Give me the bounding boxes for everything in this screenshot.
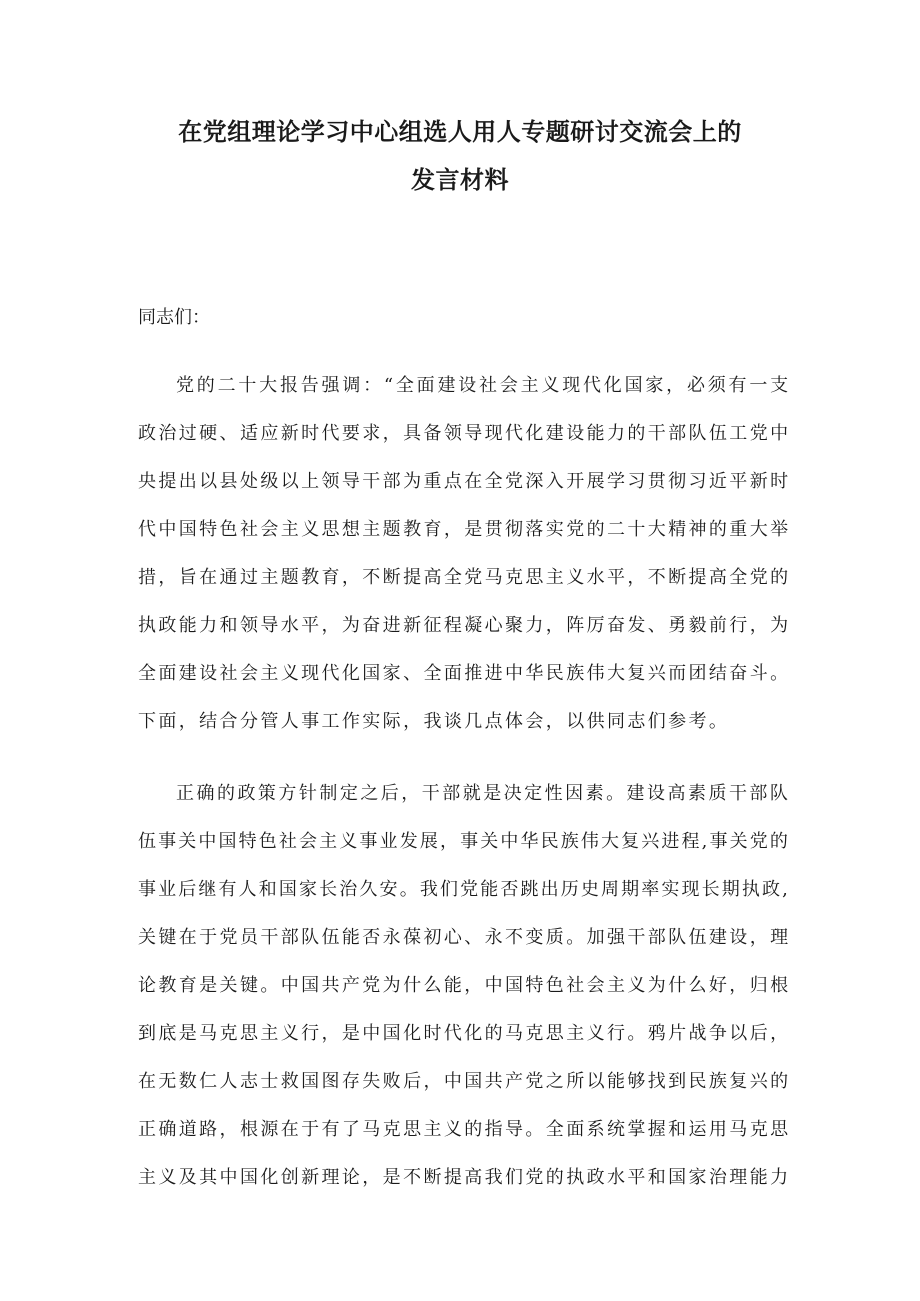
paragraph-line: 关键在于党员干部队伍能否永葆初心、永不变质。加强干部队伍建设，理 xyxy=(138,927,791,948)
paragraph-line: 执政能力和领导水平，为奋进新征程凝心聚力，阵厉奋发、勇毅前行，为 xyxy=(138,615,791,636)
paragraph-line: 到底是马克思主义行，是中国化时代化的马克思主义行。鸦片战争以后， xyxy=(138,1023,791,1044)
paragraph-line: 主义及其中国化创新理论，是不断提高我们党的执政水平和国家治理能力 xyxy=(138,1167,791,1188)
paragraph-line: 伍事关中国特色社会主义事业发展，事关中华民族伟大复兴进程,事关党的 xyxy=(138,831,791,852)
paragraph-line: 事业后继有人和国家长治久安。我们党能否跳出历史周期率实现长期执政, xyxy=(138,879,791,900)
paragraph-line: 措，旨在通过主题教育，不断提高全党马克思主义水平，不断提高全党的 xyxy=(138,567,791,588)
paragraph-line: 党的二十大报告强调：“全面建设社会主义现代化国家，必须有一支 xyxy=(176,375,791,396)
title-line-2: 发言材料 xyxy=(411,166,509,194)
paragraph-line: 正确道路，根源在于有了马克思主义的指导。全面系统掌握和运用马克思 xyxy=(138,1119,791,1140)
title-line-1: 在党组理论学习中心组选人用人专题研讨交流会上的 xyxy=(178,118,742,146)
paragraph-line: 在无数仁人志士救国图存失败后，中国共产党之所以能够找到民族复兴的 xyxy=(138,1071,791,1092)
paragraph-line: 下面，结合分管人事工作实际，我谈几点体会，以供同志们参考。 xyxy=(138,711,730,732)
document-title xyxy=(100,108,820,204)
paragraph-line: 代中国特色社会主义思想主题教育，是贯彻落实党的二十大精神的重大举 xyxy=(138,519,791,540)
paragraph-line: 政治过硬、适应新时代要求，具备领导现代化建设能力的干部队伍工党中 xyxy=(138,423,791,444)
paragraph-line: 央提出以县处级以上领导干部为重点在全党深入开展学习贯彻习近平新时 xyxy=(138,471,791,492)
paragraph-line: 论教育是关键。中国共产党为什么能，中国特色社会主义为什么好，归根 xyxy=(138,975,791,996)
salutation: 同志们： xyxy=(138,307,210,328)
paragraph-line: 全面建设社会主义现代化国家、全面推进中华民族伟大复兴而团结奋斗。 xyxy=(138,663,791,684)
paragraph-line: 正确的政策方针制定之后，干部就是决定性因素。建设高素质干部队 xyxy=(176,783,791,804)
